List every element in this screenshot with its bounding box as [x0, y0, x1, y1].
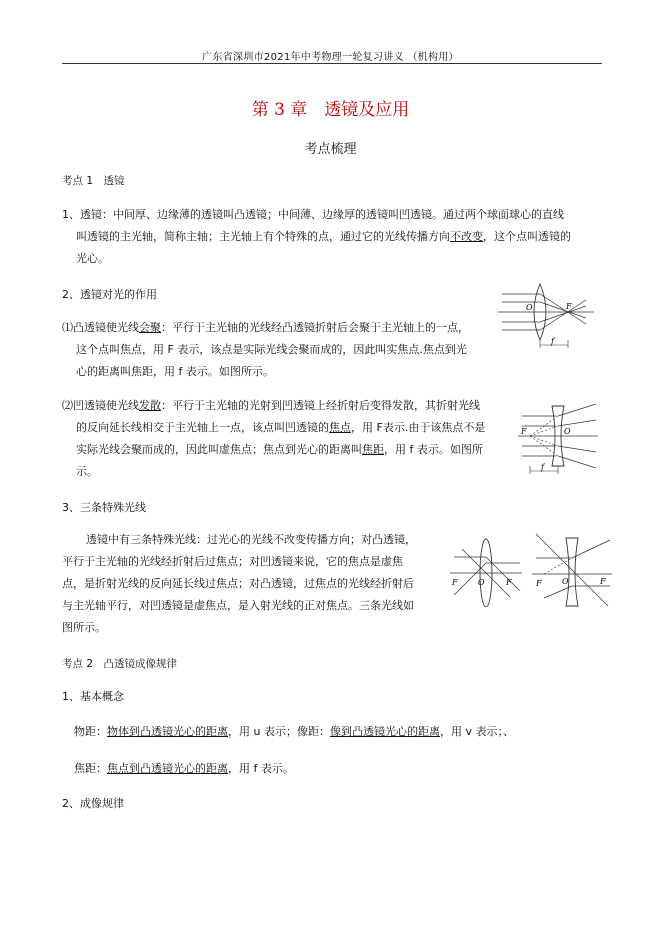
concave-line4: 示。: [76, 465, 98, 478]
concave-line2: 的反向延长线相交于主光轴上一点，该点叫凹透镜的焦点，用 F表示.由于该焦点不是: [76, 421, 486, 434]
label-O: O: [526, 303, 533, 312]
special-line4: 与主光轴平行，对凹透镜是虚焦点，是入射光线的正对焦点。三条光线如: [62, 599, 414, 612]
label-O3: O: [478, 578, 485, 587]
concave-line1: ⑵凹透镜使光线发散：平行于主光轴的光射到凹透镜上经折射后变得发散，其折射光线: [62, 399, 480, 412]
label-F2: F: [521, 427, 527, 436]
section-subtitle: 考点梳理: [304, 142, 357, 157]
label-F5: F: [536, 579, 542, 588]
chapter-title: 第 3 章 透镜及应用: [251, 100, 410, 120]
k1-p1-line1: 1、透镜：中间厚、边缘薄的透镜叫凸透镜；中间薄、边缘厚的透镜叫凹透镜。通过两个球面球心的直线: [62, 208, 564, 221]
label-F6: F: [600, 577, 606, 586]
k1-p1-line2: 叫透镜的主光轴，简称主轴；主光轴上有个特殊的点，通过它的光线传播方向不改变，这个点叫透镜的: [76, 230, 571, 243]
concave-line3: 实际光线会聚而成的，因此叫虚焦点；焦点到光心的距离叫焦距，用 f 表示。如图所: [76, 443, 483, 456]
k1-p3: 3、三条特殊光线: [62, 501, 146, 514]
label-O2: O: [564, 427, 571, 436]
k2-line2: 焦距：焦点到凸透镜光心的距离，用 f 表示。: [74, 762, 294, 775]
special-rays-concave-figure: [530, 532, 614, 608]
label-F3: F: [452, 578, 458, 587]
k2-line1: 物距：物体到凸透镜光心的距离，用 u 表示；像距：像到凸透镜光心的距离，用 v 表示；、: [74, 725, 514, 738]
k2-p2: 2、成像规律: [62, 797, 124, 810]
concave-lens-figure: [516, 402, 600, 478]
label-F4: F: [506, 578, 512, 587]
page-header: 广东省深圳市2021年中考物理一轮复习讲义 （机构用）: [202, 52, 459, 63]
convex-line3: 心的距离叫焦距，用 f 表示。如图所示。: [76, 365, 274, 378]
label-f: f: [551, 337, 554, 346]
header-rule: [62, 63, 602, 64]
k1-p2: 2、透镜对光的作用: [62, 288, 157, 301]
special-line5: 图所示。: [62, 621, 106, 634]
k2-heading: 考点 2 凸透镜成像规律: [62, 658, 178, 670]
special-line2: 平行于主光轴的光线经折射后过焦点；对凹透镜来说，它的焦点是虚焦: [62, 555, 403, 568]
k1-heading: 考点 1 透镜: [62, 175, 125, 187]
special-line1: 透镜中有三条特殊光线：过光心的光线不改变传播方向；对凸透镜，: [86, 533, 416, 546]
convex-line1: ⑴凸透镜使光线会聚：平行于主光轴的光线经凸透镜折射后会聚于主光轴上的一点，: [62, 321, 469, 334]
convex-lens-figure: [496, 280, 596, 350]
label-F: F: [566, 302, 572, 311]
convex-line2: 这个点叫焦点，用 F 表示，该点是实际光线会聚而成的，因此叫实焦点.焦点到光: [76, 343, 467, 356]
label-f2: f: [541, 463, 544, 472]
k2-p1: 1、基本概念: [62, 690, 124, 703]
k1-p1-line3: 光心。: [76, 252, 109, 265]
special-rays-convex-figure: [448, 535, 524, 607]
label-O4: O: [562, 577, 569, 586]
special-line3: 点，是折射光线的反向延长线过焦点；对凸透镜，过焦点的光线经折射后: [62, 577, 414, 590]
